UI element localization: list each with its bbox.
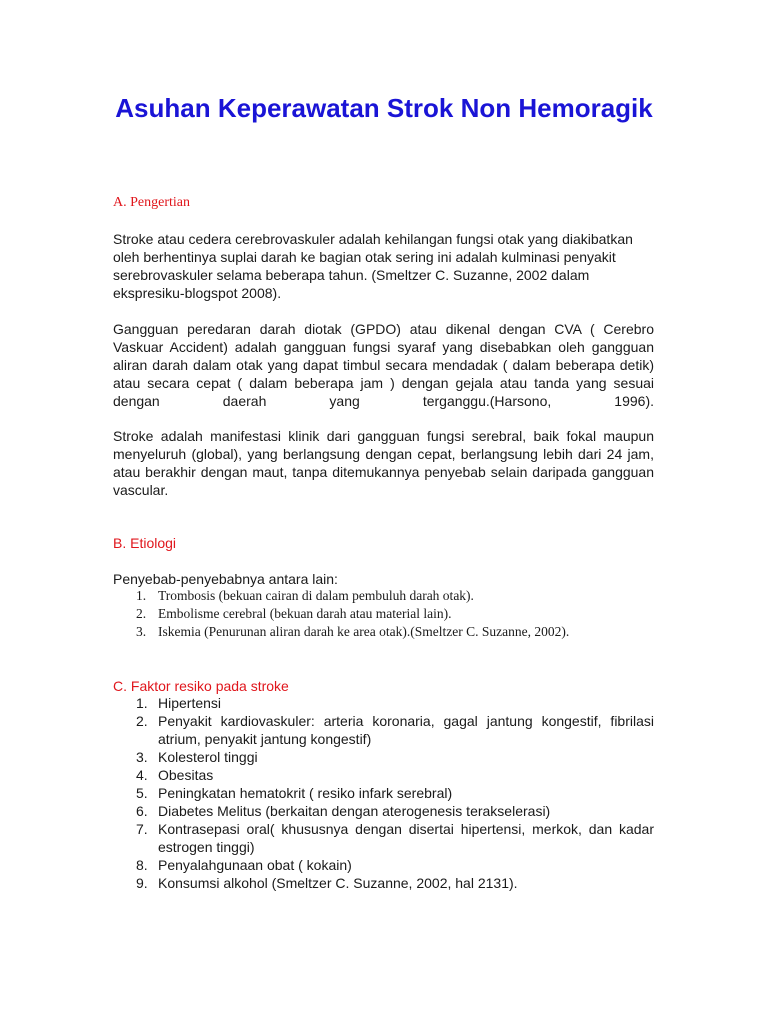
list-item: 7. Kontrasepasi oral( khususnya dengan disertai hipertensi, merkok, dan kadar estrogen tinggi): [136, 821, 654, 855]
paragraph-definition-3: Stroke adalah manifestasi klinik dari gangguan fungsi serebral, baik fokal maupun menyeluruh (global), yang berlangsung dengan cepat, berlangsung lebih dari 24 jam, atau berakhir dengan maut, tanpa ditemukannya penyebab selain daripada gangguan vascular.: [113, 428, 654, 498]
page-title: Asuhan Keperawatan Strok Non Hemoragik: [115, 93, 653, 123]
list-item: 8. Penyalahgunaan obat ( kokain): [136, 857, 352, 873]
heading-faktor-resiko: C. Faktor resiko pada stroke: [113, 678, 289, 694]
list-item: 2. Embolisme cerebral (bekuan darah atau material lain).: [136, 606, 452, 621]
list-item: 2. Penyakit kardiovaskuler: arteria koronaria, gagal jantung kongestif, fibrilasi atrium, penyakit jantung kongestif): [136, 713, 654, 747]
heading-pengertian: A. Pengertian: [113, 195, 190, 210]
list-item: 3. Iskemia (Penurunan aliran darah ke area otak).(Smeltzer C. Suzanne, 2002).: [136, 624, 570, 639]
list-item: 9. Konsumsi alkohol (Smeltzer C. Suzanne, 2002, hal 2131).: [136, 875, 518, 891]
etiologi-intro: Penyebab-penyebabnya antara lain:: [113, 571, 338, 587]
list-item: 3. Kolesterol tinggi: [136, 749, 258, 765]
paragraph-definition-2: Gangguan peredaran darah diotak (GPDO) atau dikenal dengan CVA ( Cerebro Vaskuar Accident) adalah gangguan fungsi syaraf yang disebabkan oleh gangguan aliran darah dalam otak yang dapat timbul secara mendadak ( dalam beberapa detik) atau secara cepat ( dalam beberapa jam ) dengan gejala atau tanda yang sesuai dengan daerah yang terganggu.(Harsono, 1996).: [113, 321, 654, 409]
list-item: 1. Hipertensi: [136, 695, 222, 711]
list-item: 6. Diabetes Melitus (berkaitan dengan aterogenesis terakselerasi): [136, 803, 551, 819]
paragraph-definition-1: Stroke atau cedera cerebrovaskuler adalah kehilangan fungsi otak yang diakibatkan oleh berhentinya suplai darah ke bagian otak sering ini adalah kulminasi penyakit serebrovaskuler selama beberapa tahun. (Smeltzer C. Suzanne, 2002 dalam ekspresiku-blogspot 2008).: [113, 231, 633, 301]
faktor-resiko-list: [113, 694, 654, 892]
etiologi-list: [113, 587, 654, 641]
list-item: 4. Obesitas: [136, 767, 214, 783]
list-item: 5. Peningkatan hematokrit ( resiko infark serebral): [136, 785, 453, 801]
heading-etiologi: B. Etiologi: [113, 535, 177, 551]
list-item: 1. Trombosis (bekuan cairan di dalam pembuluh darah otak).: [136, 588, 474, 603]
